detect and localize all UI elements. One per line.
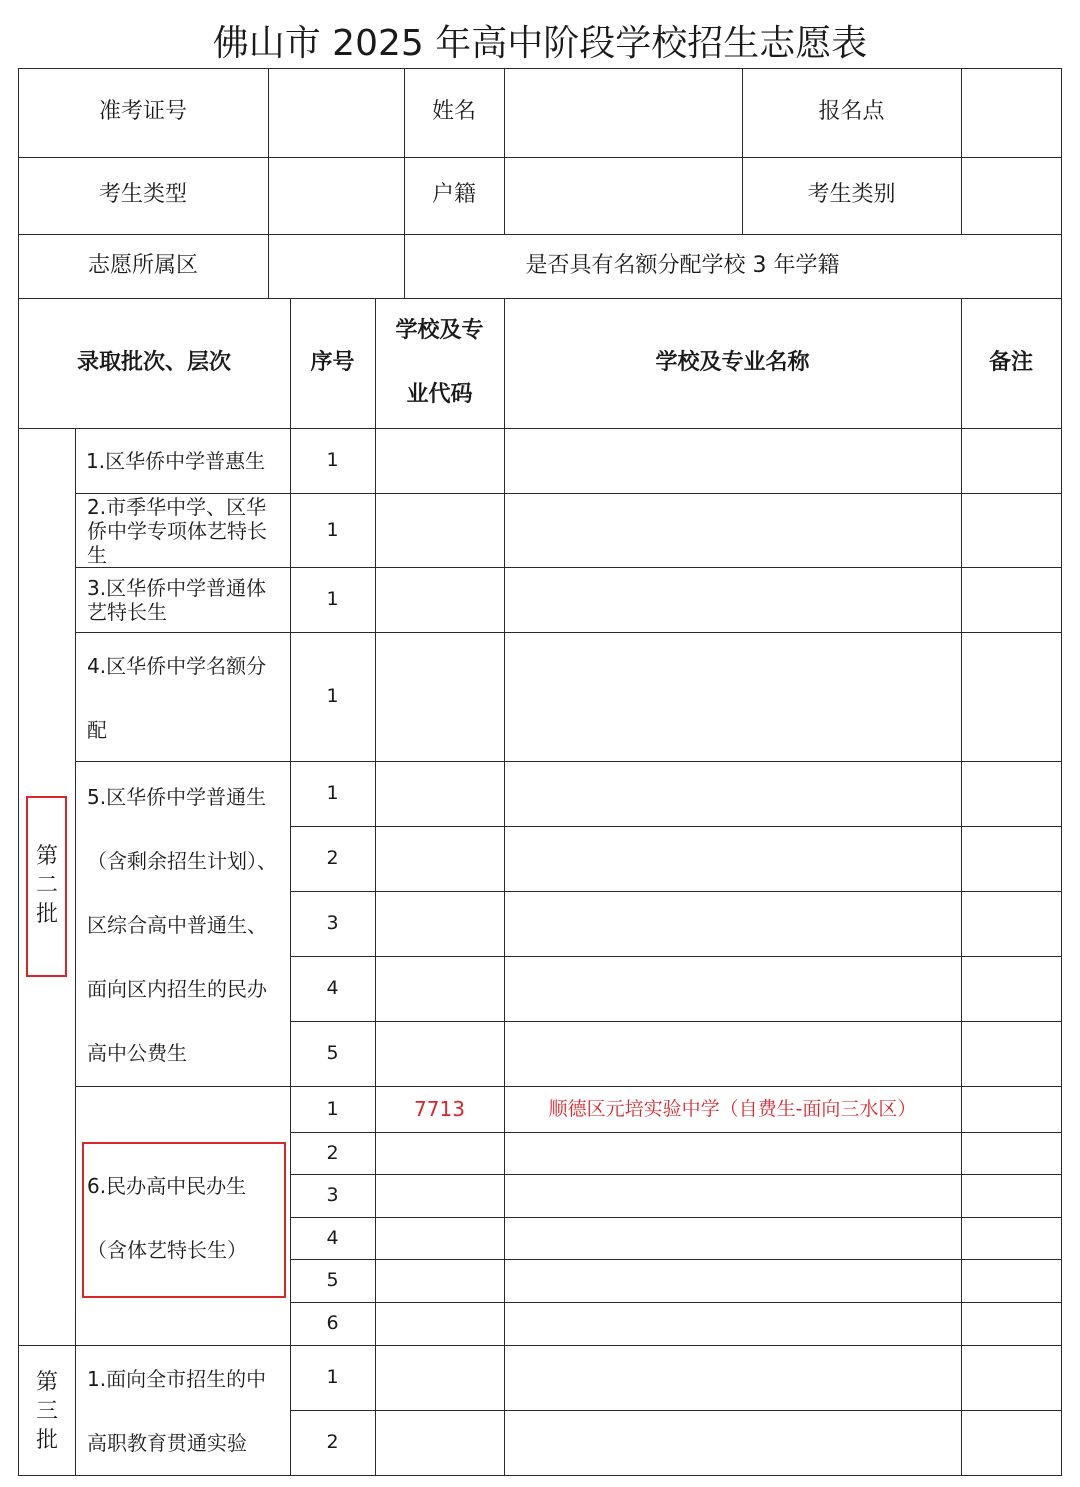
c6-row1-code[interactable]: 7713: [414, 1097, 465, 1121]
category-4-line1: 4.区华侨中学名额分: [87, 654, 267, 678]
category-3: 3.区华侨中学普通体艺特长生: [87, 576, 267, 624]
seq-b3-1: 1: [326, 1366, 339, 1389]
student-category-label: 考生类别: [807, 182, 896, 208]
school-name-header: 学校及专业名称: [655, 349, 810, 375]
code-header-line2: 业代码: [406, 382, 473, 407]
seq-header: 序号: [310, 349, 355, 375]
category-6-line1: 6.民办高中民办生: [87, 1174, 247, 1198]
category-4-line2: 配: [87, 718, 107, 742]
category-6-highlight-box: [82, 1142, 286, 1298]
remark-header: 备注: [988, 349, 1033, 375]
seq-c6-2: 2: [326, 1141, 339, 1164]
quota-question-label: 是否具有名额分配学校 3 年学籍: [525, 252, 840, 278]
name-label: 姓名: [431, 99, 476, 125]
category-5-line2: （含剩余招生计划）、: [87, 849, 277, 873]
exam-no-label: 准考证号: [98, 99, 187, 125]
batch3-category-line1: 1.面向全市招生的中: [87, 1367, 267, 1391]
category-5: [87, 765, 283, 1085]
household-label: 户籍: [431, 182, 476, 208]
category-5-line4: 面向区内招生的民办: [87, 977, 267, 1001]
seq-c6-3: 3: [326, 1184, 339, 1207]
seq-c1: 1: [326, 449, 339, 472]
batch2-label: 第二批: [35, 844, 58, 927]
batch3-label: 第三批: [35, 1370, 58, 1453]
form-title: 佛山市 2025 年高中阶段学校招生志愿表: [212, 23, 868, 64]
seq-c5-2: 2: [326, 847, 339, 870]
seq-c6-4: 4: [326, 1226, 339, 1249]
category-1: 1.区华侨中学普惠生: [86, 448, 266, 473]
category-5-line1: 5.区华侨中学普通生: [87, 785, 267, 809]
batch2-highlight-box: [26, 796, 67, 977]
district-label: 志愿所属区: [87, 252, 198, 278]
seq-c2: 1: [326, 518, 339, 541]
seq-c6-6: 6: [326, 1312, 339, 1335]
batch3-category-1: [87, 1347, 283, 1475]
seq-c6-5: 5: [326, 1269, 339, 1292]
seq-c5-1: 1: [326, 782, 339, 805]
batch3-category-line2: 高职教育贯通实验: [87, 1431, 247, 1455]
category-5-line3: 区综合高中普通生、: [87, 913, 267, 937]
c6-row1-school[interactable]: 顺德区元培实验中学（自费生-面向三水区）: [548, 1097, 917, 1120]
seq-c5-5: 5: [326, 1042, 339, 1065]
seq-c5-4: 4: [326, 977, 339, 1000]
category-6-line2: （含体艺特长生）: [87, 1238, 247, 1262]
category-5-line5: 高中公费生: [87, 1041, 187, 1065]
seq-c3: 1: [326, 588, 339, 611]
student-type-label: 考生类型: [98, 182, 187, 208]
category-2: 2.市季华中学、区华侨中学专项体艺特长生: [87, 495, 267, 567]
seq-c5-3: 3: [326, 912, 339, 935]
category-4: [87, 634, 283, 762]
seq-b3-2: 2: [326, 1431, 339, 1454]
seq-c6-1: 1: [326, 1097, 339, 1120]
code-header: [375, 298, 504, 428]
batch-header: 录取批次、层次: [76, 349, 231, 375]
code-header-line1: 学校及专: [395, 318, 484, 343]
reg-point-label: 报名点: [818, 99, 885, 125]
seq-c4: 1: [326, 685, 339, 708]
